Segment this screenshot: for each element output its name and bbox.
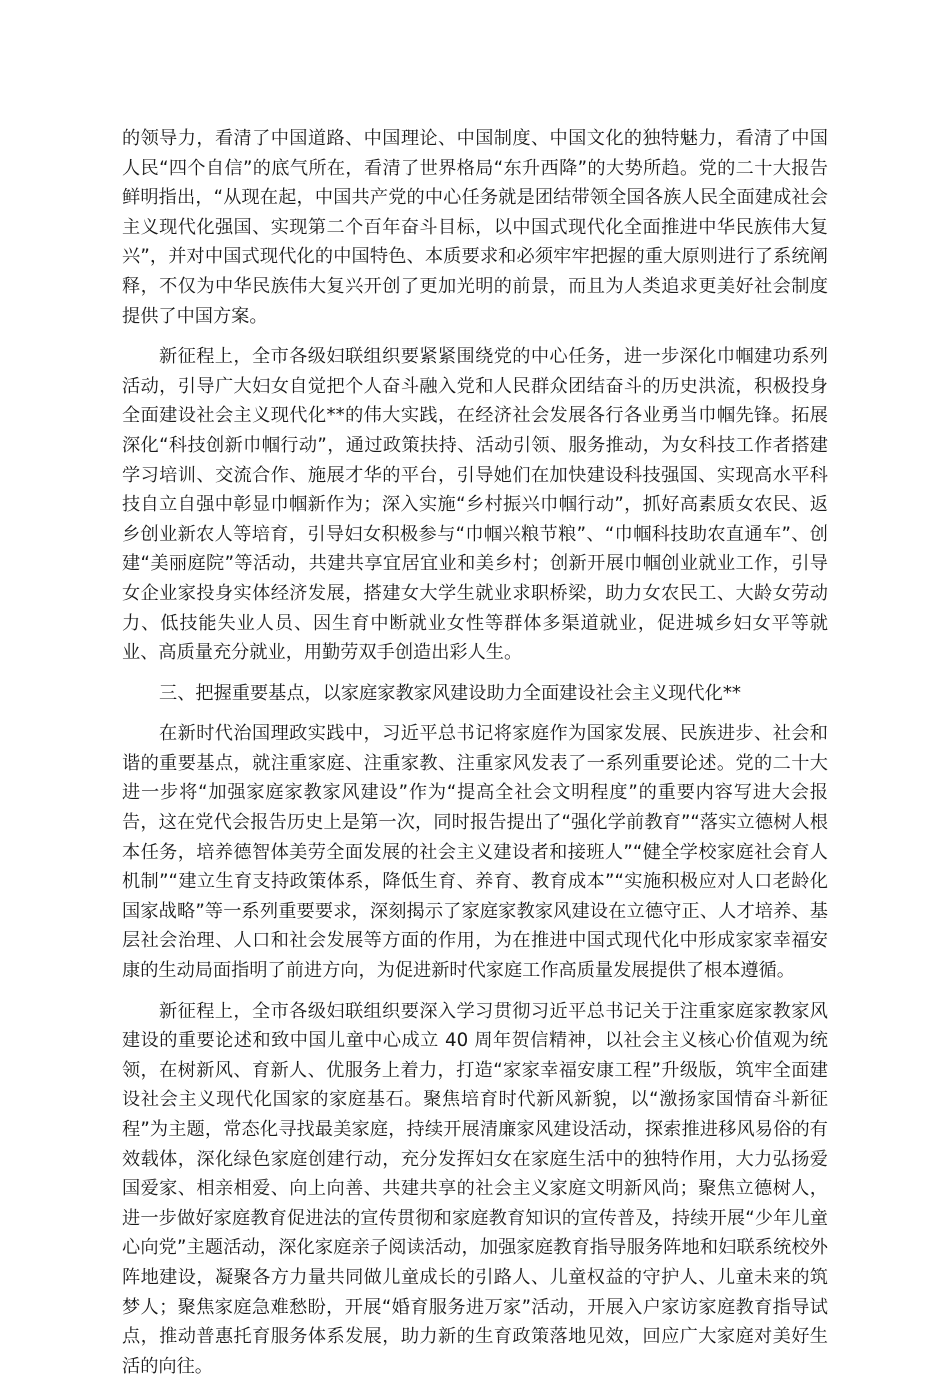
paragraph-continuation: 的领导力，看清了中国道路、中国理论、中国制度、中国文化的独特魅力，看清了中国人民“四个自信”的底气所在，看清了世界格局“东升西降”的大势所趋。党的二十大报告鲜明指出，“从现在起，中国共产党的中心任务就是团结带领全国各族人民全面建成社会主义现代化强国、实现第二个百年奋斗目标，以中国式现代化全面推进中华民族伟大复兴”，并对中国式现代化的中国特色、本质要求和必须牢牢把握的重大原则进行了系统阐释，不仅为中华民族伟大复兴开创了更加光明的前景，而且为人类追求更美好社会制度提供了中国方案。 bbox=[122, 128, 828, 327]
document-page bbox=[122, 124, 828, 1392]
paragraph-women-achievement: 新征程上，全市各级妇联组织要紧紧围绕党的中心任务，进一步深化巾帼建功系列活动，引导广大妇女自觉把个人奋斗融入党和人民群众团结奋斗的历史洪流，积极投身全面建设社会主义现代化**的伟大实践，在经济社会发展各行各业勇当巾帼先锋。拓展深化“科技创新巾帼行动”，通过政策扶持、活动引领、服务推动，为女科技工作者搭建学习培训、交流合作、施展才华的平台，引导她们在加快建设科技强国、实现高水平科技自立自强中彰显巾帼新作为；深入实施“乡村振兴巾帼行动”，抓好高素质女农民、返乡创业新农人等培育，引导妇女积极参与“巾帼兴粮节粮”、“巾帼科技助农直通车”、创建“美丽庭院”等活动，共建共享宜居宜业和美乡村；创新开展巾帼创业就业工作，引导女企业家投身实体经济发展，搭建女大学生就业求职桥梁，助力女农民工、大龄女劳动力、低技能失业人员、因生育中断就业女性等群体多渠道就业，促进城乡妇女平等就业、高质量充分就业，用勤劳双手创造出彩人生。 bbox=[122, 346, 828, 664]
section-heading: 三、把握重要基点，以家庭家教家风建设助力全面建设社会主义现代化** bbox=[159, 682, 742, 704]
paragraph-family-basis: 在新时代治国理政实践中，习近平总书记将家庭作为国家发展、民族进步、社会和谐的重要基点，就注重家庭、注重家教、注重家风发表了一系列重要论述。党的二十大进一步将“加强家庭家教家风建设”作为“提高全社会文明程度”的重要内容写进大会报告，这在党代会报告历史上是第一次，同时报告提出了“强化学前教育”“落实立德树人根本任务，培养德智体美劳全面发展的社会主义建设者和接班人”“健全学校家庭社会育人机制”“建立生育支持政策体系，降低生育、养育、教育成本”“实施积极应对人口老龄化国家战略”等一系列重要要求，深刻揭示了家庭家教家风建设在立德守正、人才培养、基层社会治理、人口和社会发展等方面的作用，为在推进中国式现代化中形成家家幸福安康的生动局面指明了前进方向，为促进新时代家庭工作高质量发展提供了根本遵循。 bbox=[122, 723, 828, 982]
paragraph-family-work: 新征程上，全市各级妇联组织要深入学习贯彻习近平总书记关于注重家庭家教家风建设的重要论述和致中国儿童中心成立 40 周年贺信精神，以社会主义核心价值观为统领，在树新风、育新人、优服务上着力，打造“家家幸福安康工程”升级版，筑牢全面建设社会主义现代化国家的家庭基石。聚焦培育时代新风新貌，以“激扬家国情奋斗新征程”为主题，常态化寻找最美家庭，持续开展清廉家风建设活动，探索推进移风易俗的有效载体，深化绿色家庭创建行动，充分发挥妇女在家庭生活中的独特作用，大力弘扬爱国爱家、相亲相爱、向上向善、共建共享的社会主义家庭文明新风尚；聚焦立德树人，进一步做好家庭教育促进法的宣传贯彻和家庭教育知识的宣传普及，持续开展“少年儿童心向党”主题活动，深化家庭亲子阅读活动，加强家庭教育指导服务阵地和妇联系统校外阵地建设，凝聚各方力量共同做儿童成长的引路人、儿童权益的守护人、儿童未来的筑梦人；聚焦家庭急难愁盼，开展“婚育服务进万家”活动，开展入户家访家庭教育指导试点，推动普惠托育服务体系发展，助力新的生育政策落地见效，回应广大家庭对美好生活的向往。 bbox=[122, 1000, 828, 1377]
